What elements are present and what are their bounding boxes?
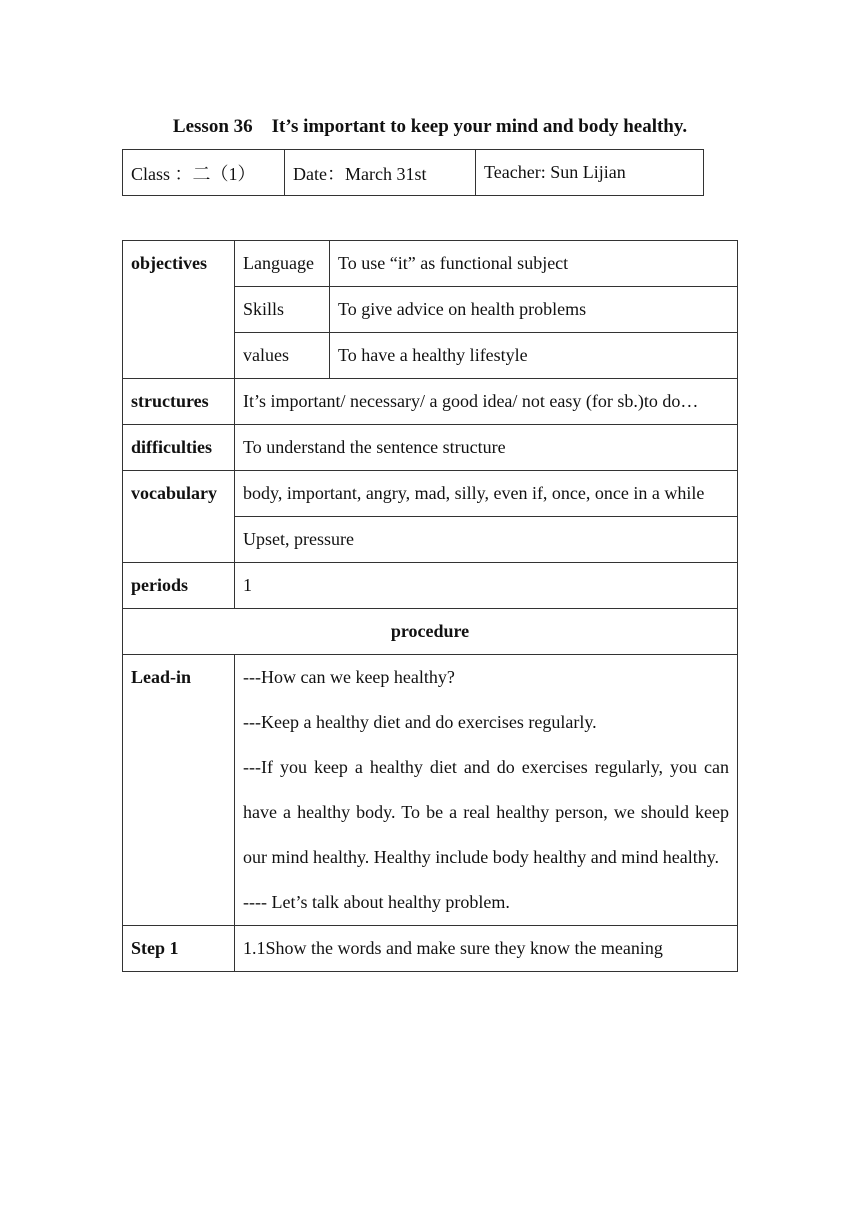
lesson-title: Lesson 36 It’s important to keep your mind and body healthy. [172, 116, 688, 137]
lead-in-content [235, 655, 738, 926]
table-row [123, 926, 738, 972]
objective-key: Language [235, 241, 330, 287]
periods-value: 1 [235, 563, 738, 609]
table-row [123, 471, 738, 517]
lead-in-line: ---If you keep a healthy diet and do exercises regularly, you can have a healthy body. To be a real healthy person, we should keep our mind healthy. Healthy include body healthy and mind healthy. [243, 757, 729, 867]
difficulties-label: difficulties [123, 425, 235, 471]
vocabulary-value: body, important, angry, mad, silly, even if, once, once in a while [235, 471, 738, 517]
table-row [123, 425, 738, 471]
table-row [123, 241, 738, 287]
structures-label: structures [123, 379, 235, 425]
lead-in-line: ---Keep a healthy diet and do exercises regularly. [243, 712, 597, 732]
table-row [123, 563, 738, 609]
objective-key: values [235, 333, 330, 379]
table-row [123, 379, 738, 425]
step1-label: Step 1 [123, 926, 235, 972]
info-table [122, 149, 704, 196]
periods-label: periods [123, 563, 235, 609]
teacher-cell: Teacher: Sun Lijian [476, 150, 704, 196]
table-row [123, 609, 738, 655]
lead-in-line: ---How can we keep healthy? [243, 667, 455, 687]
objective-value: To give advice on health problems [330, 287, 738, 333]
lesson-plan-table [122, 240, 738, 972]
difficulties-value: To understand the sentence structure [235, 425, 738, 471]
objective-value: To use “it” as functional subject [330, 241, 738, 287]
procedure-header: procedure [123, 609, 738, 655]
lead-in-label: Lead-in [123, 655, 235, 926]
objective-key: Skills [235, 287, 330, 333]
objective-value: To have a healthy lifestyle [330, 333, 738, 379]
objectives-label: objectives [123, 241, 235, 379]
class-cell: Class ：二（1） [123, 150, 285, 196]
date-cell: Date：March 31st [285, 150, 476, 196]
structures-value: It’s important/ necessary/ a good idea/ not easy (for sb.)to do… [235, 379, 738, 425]
lead-in-line: ---- Let’s talk about healthy problem. [243, 892, 510, 912]
vocabulary-label: vocabulary [123, 471, 235, 563]
table-row [123, 655, 738, 926]
step1-value: 1.1Show the words and make sure they know the meaning [235, 926, 738, 972]
vocabulary-extra-value: Upset, pressure [235, 517, 738, 563]
info-row [123, 150, 704, 196]
